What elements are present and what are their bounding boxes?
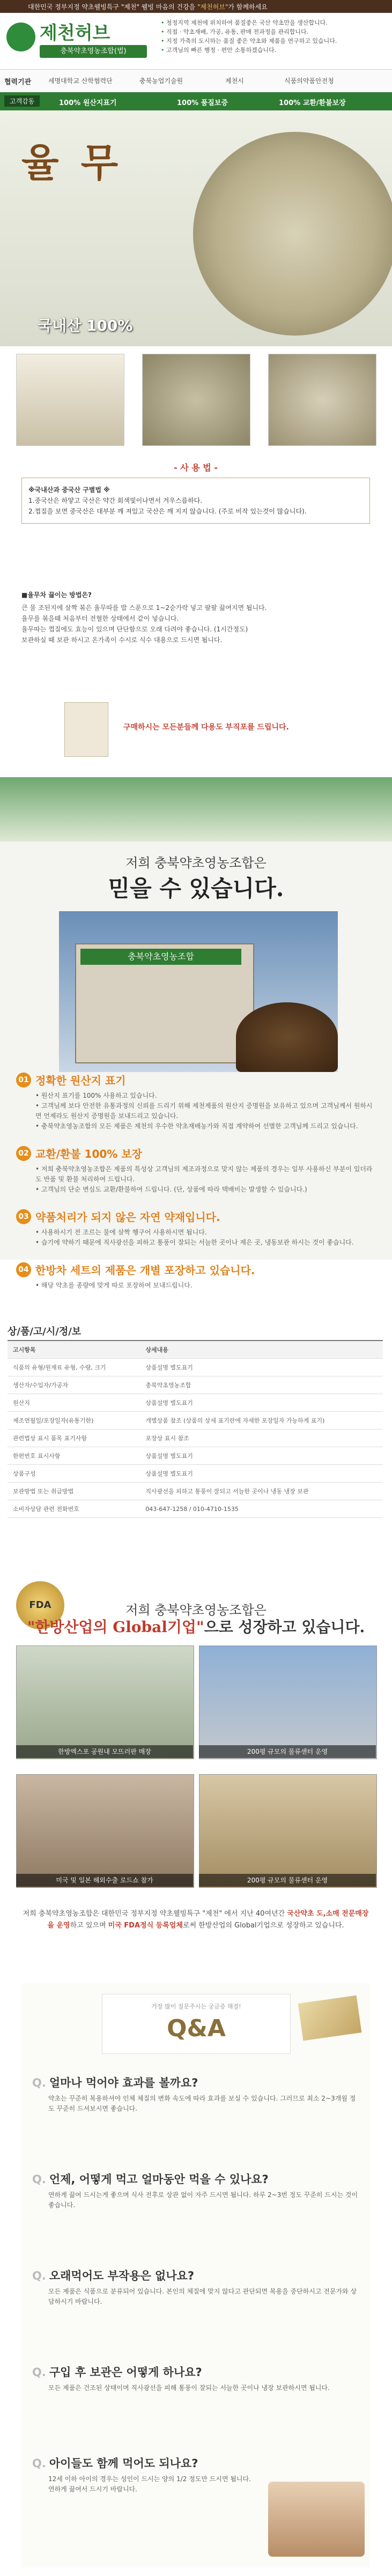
point-number: 03 xyxy=(16,1209,31,1224)
q-mark-icon: Q. xyxy=(32,2269,46,2282)
banner-suffix: 가 함께하세요 xyxy=(228,3,268,11)
promise-label: 고객감동 xyxy=(4,95,40,107)
qa-header xyxy=(102,1994,291,2054)
brand-notes xyxy=(161,18,386,55)
fda-description xyxy=(21,1908,370,1932)
qa-question: 언제, 어떻게 먹고 얼마동안 먹을 수 있나요? xyxy=(49,2173,269,2186)
fda-line-1: 저희 충북약초영농조합은 xyxy=(125,1603,267,1618)
note-4: • 고객님의 빠른 행정 · 편안 소통하겠습니다. xyxy=(161,46,386,55)
spec-cell: 소비자상담 관련 전화번호 xyxy=(8,1500,140,1518)
sack-text: 구매하시는 모든분들께 다용도 부직포를 드립니다. xyxy=(123,723,289,732)
table-row xyxy=(8,1483,383,1500)
point-desc: • 습기에 약하기 때문에 직사광선을 피하고 통풍이 잘되는 서늘한 곳이나 제은 곳, 냉동보관 하시는 것이 좋습니다. xyxy=(35,1238,375,1248)
table-row xyxy=(8,1430,383,1447)
table-row xyxy=(8,1359,383,1376)
spec-cell: 상품설명 별도표기 xyxy=(140,1447,383,1465)
qa-section xyxy=(21,1983,370,2567)
partner-4: 식품의약품안전청 xyxy=(284,77,334,85)
qa-question: 오래먹어도 부작용은 없나요? xyxy=(49,2269,195,2282)
banner-brand: "제천허브" xyxy=(197,3,228,11)
leaf-logo-icon xyxy=(6,23,35,51)
spec-cell: 포장상 표시 참조 xyxy=(140,1430,383,1447)
howto-line-3: 율무따는 껍질에도 효능이 있으며 단단함으로 오래 다려야 좋습니다. (1시간정도) xyxy=(21,626,248,633)
usage-section xyxy=(21,461,370,524)
promise-2: 100% 품질보증 xyxy=(177,99,228,107)
promise-bar xyxy=(0,92,392,110)
promise-1: 100% 원산지표기 xyxy=(59,99,117,107)
top-banner xyxy=(0,0,392,13)
fda-desc-1: 저희 충북약초영농조합은 대한민국 정부지정 약초웰빙특구 "제천" 에서 지난 40여년간 xyxy=(23,1910,287,1918)
point-item xyxy=(16,1262,375,1291)
q-mark-icon: Q. xyxy=(32,2366,46,2379)
table-row xyxy=(8,1394,383,1412)
point-desc: • 저희 충북약초영농조합은 제품의 특성상 고객님의 제조과정으로 맞지 않는 제품의 경우는 일부 사용하신 부분이 있더라도 반품 및 환불 처리하여 드립니다. xyxy=(35,1164,375,1185)
product-photos xyxy=(16,354,375,450)
qa-question: 얼마나 먹어야 효과를 볼까요? xyxy=(49,2076,198,2089)
spec-cell: 한편번호 표시사항 xyxy=(8,1447,140,1465)
table-row xyxy=(8,1447,383,1465)
point-number: 02 xyxy=(16,1146,31,1161)
banner-mid: 웰빙 마음의 건강을 xyxy=(139,3,197,11)
point-number: 01 xyxy=(16,1073,31,1088)
brand-area xyxy=(0,13,392,69)
partner-label: 협력기관 xyxy=(4,78,32,86)
note-3: • 지정 가축의 도시하는 품질 좋은 약초와 제품을 연구하고 있습니다. xyxy=(161,36,386,46)
spec-cell: 개별상품 참조 (상품의 상세 표기란에 자세한 포장일자 가능하게 표기) xyxy=(140,1412,383,1430)
fda-badge: FDA xyxy=(16,1581,64,1629)
spec-title: 상/품/고/시/정/보 xyxy=(8,1326,82,1337)
qa-item xyxy=(32,2364,359,2393)
point-item xyxy=(16,1072,375,1131)
point-desc: • 사용하시기 전 조르는 물에 살짝 헹구어 사용하시면 됩니다. xyxy=(35,1227,375,1238)
spec-cell: 제조연월일/포장일자(유통기한) xyxy=(8,1412,140,1430)
partner-2: 충북농업기술원 xyxy=(139,77,183,85)
store-sign: 충북약초영농조합 xyxy=(80,949,241,965)
point-desc: • 충북약초영농조합의 모든 제품은 제천의 우수한 약초재배농가와 직접 계약하여 선별한 고객님께 드리고 있습니다. xyxy=(35,1121,375,1131)
point-item xyxy=(16,1209,375,1248)
point-desc: • 원산지 표기를 100% 사용하고 있습니다. xyxy=(35,1091,375,1101)
spec-cell: 상품설명 별도표기 xyxy=(140,1465,383,1483)
hero-origin: 국내산 100% xyxy=(38,317,133,334)
spec-cell: 충북약초영농조합 xyxy=(140,1376,383,1394)
note-2: • 직접 · 약초재배, 가공, 유통, 판매 전과정을 관리합니다. xyxy=(161,27,386,36)
brand-sub: 충북약초영농조합(법) xyxy=(40,45,147,58)
fda-desc-bold-1: 국산약초 도,소매 전문매장을 운영 xyxy=(47,1910,369,1930)
note-1: • 청정지역 제천에 위치하여 품질좋은 국산 약초만을 생산합니다. xyxy=(161,18,386,27)
usage-heading: - 사 용 법 - xyxy=(174,463,218,473)
howto-line-2: 율무를 볶을때 처음부터 전혈한 상태에서 같이 넣습니다. xyxy=(21,615,179,622)
sack-section xyxy=(64,702,365,766)
q-mark-icon: Q. xyxy=(32,2076,46,2089)
qa-item xyxy=(32,2267,359,2307)
photo-2-caption: 200평 규모의 물류센터 운영 xyxy=(199,1745,376,1758)
spec-cell: 상품설명 별도표기 xyxy=(140,1359,383,1376)
herbs-image xyxy=(236,1002,338,1072)
qa-title: Q&A xyxy=(167,2015,226,2042)
howto-section xyxy=(21,590,370,645)
qa-subtitle: 가장 많이 질문주시는 궁금증 해결! xyxy=(151,2003,241,2010)
qa-question: 구입 후 보관은 어떻게 하나요? xyxy=(49,2366,202,2379)
usage-line-1: ※국내산과 중국산 구별법 ※ xyxy=(28,486,110,494)
spec-cell: 상품구성 xyxy=(8,1465,140,1483)
point-desc: • 고객님의 단순 변심도 교환/환불하여 드립니다. (단, 상품에 따라 택배비는 발생할 수 있습니다.) xyxy=(35,1185,375,1195)
fda-desc-3: 로써 한방산업의 Global기업으로 성장하고 있습니다. xyxy=(182,1922,344,1930)
spec-cell: 상품설명 별도표기 xyxy=(140,1394,383,1412)
points-list xyxy=(16,1072,375,1305)
point-title: 한방차 세트의 제품은 개별 포장하고 있습니다. xyxy=(35,1264,255,1277)
fda-line-2 xyxy=(0,1615,392,1637)
fda-section xyxy=(0,1581,392,1978)
spec-cell: 생산자/수입자/가공자 xyxy=(8,1376,140,1394)
qa-item xyxy=(32,2171,359,2210)
promise-3: 100% 교환/환불보장 xyxy=(279,99,346,107)
point-title: 교환/환불 100% 보장 xyxy=(35,1148,142,1160)
photo-4 xyxy=(199,1774,377,1888)
qa-answer: 약초는 꾸준히 복용하셔야 인체 체질의 변화 속도에 따라 효과를 보실 수 있습니다. 그러므로 최소 2~3개월 정도 꾸준히 드셔보시면 좋습니다. xyxy=(48,2095,356,2112)
hill-image xyxy=(0,777,392,842)
spec-header: 상세내용 xyxy=(140,1341,383,1359)
qa-answer: 12세 이하 아이의 경우는 성인이 드시는 양의 1/2 정도만 드시면 됩니다. 연하게 끓여서 드시기 바랍니다. xyxy=(48,2475,251,2493)
spec-cell: 원산지 xyxy=(8,1394,140,1412)
photo-2 xyxy=(199,1646,377,1759)
qa-item xyxy=(32,2074,359,2114)
qa-answer: 연하게 끓여 드시는게 좋으며 식사 전후로 상관 없이 자주 드시면 됩니다. 하루 2~3번 정도 꾸준히 드시는 것이 좋습니다. xyxy=(48,2191,358,2209)
howto-line-4: 보관하실 때 보관 하시고 온가족이 수시로 식수 대용으로 드시면 됩니다. xyxy=(21,636,223,644)
trust-line-2: 믿을 수 있습니다. xyxy=(108,875,284,902)
qa-item xyxy=(32,2455,257,2495)
partner-1: 세명대학교 산학협력단 xyxy=(48,77,113,85)
seed-closeup-image xyxy=(268,354,376,446)
spec-table xyxy=(8,1340,383,1518)
photo-3-caption: 미국 및 일본 해외수출 로드쇼 참가 xyxy=(16,1874,193,1887)
fda-highlight: "한방산업의 Global기업" xyxy=(27,1618,204,1636)
store-photo xyxy=(59,911,338,1072)
package-image xyxy=(16,354,124,446)
fda-line-2-post: 으로 성장하고 있습니다. xyxy=(204,1618,365,1636)
spec-header: 고시항목 xyxy=(8,1341,140,1359)
photo-1-caption: 한방엑스포 공원내 모뜨러판 매장 xyxy=(16,1745,193,1758)
brand-logo[interactable]: 제천허브 xyxy=(40,23,110,44)
grain-image xyxy=(193,132,392,336)
howto-line-1: 큰 물 조된지에 살짝 볶은 율무따를 밥 스푼으로 1~2숟가락 넣고 팔팔 끓여지면 됩니다. xyxy=(21,604,267,612)
table-row xyxy=(8,1465,383,1483)
qa-question: 아이들도 함께 먹어도 되나요? xyxy=(49,2457,198,2470)
hero-title: 율 무 xyxy=(21,140,123,185)
howto-question: ■율무차 끓이는 방법은? xyxy=(21,591,92,599)
spec-cell: 식품의 유형/원재료 유형, 수량, 크기 xyxy=(8,1359,140,1376)
fda-desc-2: 하고 있으며 xyxy=(70,1922,108,1930)
photo-3 xyxy=(16,1774,194,1888)
usage-line-2: 1.중국산은 하얗고 국산은 약간 회색빛이나면서 겨우스름하다. xyxy=(28,497,203,504)
photo-1 xyxy=(16,1646,194,1759)
spec-cell: 관련법상 표시 품목 표기사항 xyxy=(8,1430,140,1447)
point-item xyxy=(16,1145,375,1195)
spec-cell: 직사광선을 피하고 통풍이 잘되고 서늘한 곳이나 냉동 냉장 보관 xyxy=(140,1483,383,1500)
q-mark-icon: Q. xyxy=(32,2457,46,2470)
pencil-note-icon xyxy=(298,1996,362,2041)
hero-banner xyxy=(0,110,392,346)
partner-3: 제천시 xyxy=(225,77,244,85)
partner-bar xyxy=(0,69,392,93)
usage-line-3: 2.껍질을 보면 중국산은 대부분 깨 져있고 국산은 깨 지지 않습니다. (주로 비작 있는것이 많습니다). xyxy=(28,508,307,515)
usage-box xyxy=(21,478,370,524)
spec-cell: 043-647-1258 / 010-4710-1535 xyxy=(140,1500,383,1518)
grain-closeup-image xyxy=(142,354,250,446)
qa-answer: 모든 제품은 건조된 상태이며 직사광선을 피해 통풍이 잘되는 서늘한 곳이나 냉장 보관하시면 됩니다. xyxy=(48,2384,330,2392)
point-title: 약품처리가 되지 않은 자연 약재입니다. xyxy=(35,1211,220,1224)
photo-4-caption: 200평 규모의 물류센터 운영 xyxy=(199,1874,376,1887)
banner-prefix: 대한민국 정부지정 약초웰빙특구 "제천" xyxy=(28,3,139,11)
table-row xyxy=(8,1412,383,1430)
qa-answer: 모든 제품은 식품으로 분류되어 있습니다. 본인의 체질에 맞지 않다고 판단되면 복용을 중단하시고 전문가와 상담하시기 바랍니다. xyxy=(48,2288,357,2305)
point-number: 04 xyxy=(16,1262,31,1277)
point-desc: • 고객님께 보다 안전한 유통과정의 신뢰를 드리기 위해 제천제품의 원산지 증명원을 보유하고 있으며 고객님께서 원하시면 언제라도 원산지 증명원을 보내드리고 있습니다. xyxy=(35,1101,375,1121)
table-row xyxy=(8,1376,383,1394)
children-photo xyxy=(268,2482,365,2557)
point-desc: • 해당 약초를 종량에 맞게 따로 포장하여 보내드립니다. xyxy=(35,1280,375,1291)
trust-line-1: 저희 충북약초영농조합은 xyxy=(125,855,267,870)
q-mark-icon: Q. xyxy=(32,2173,46,2186)
sack-icon xyxy=(64,702,108,757)
fda-desc-bold-2: 미국 FDA정식 등록업체 xyxy=(108,1922,183,1930)
point-title: 정확한 원산지 표기 xyxy=(35,1074,126,1087)
table-row xyxy=(8,1500,383,1518)
spec-cell: 보관방법 또는 취급방법 xyxy=(8,1483,140,1500)
